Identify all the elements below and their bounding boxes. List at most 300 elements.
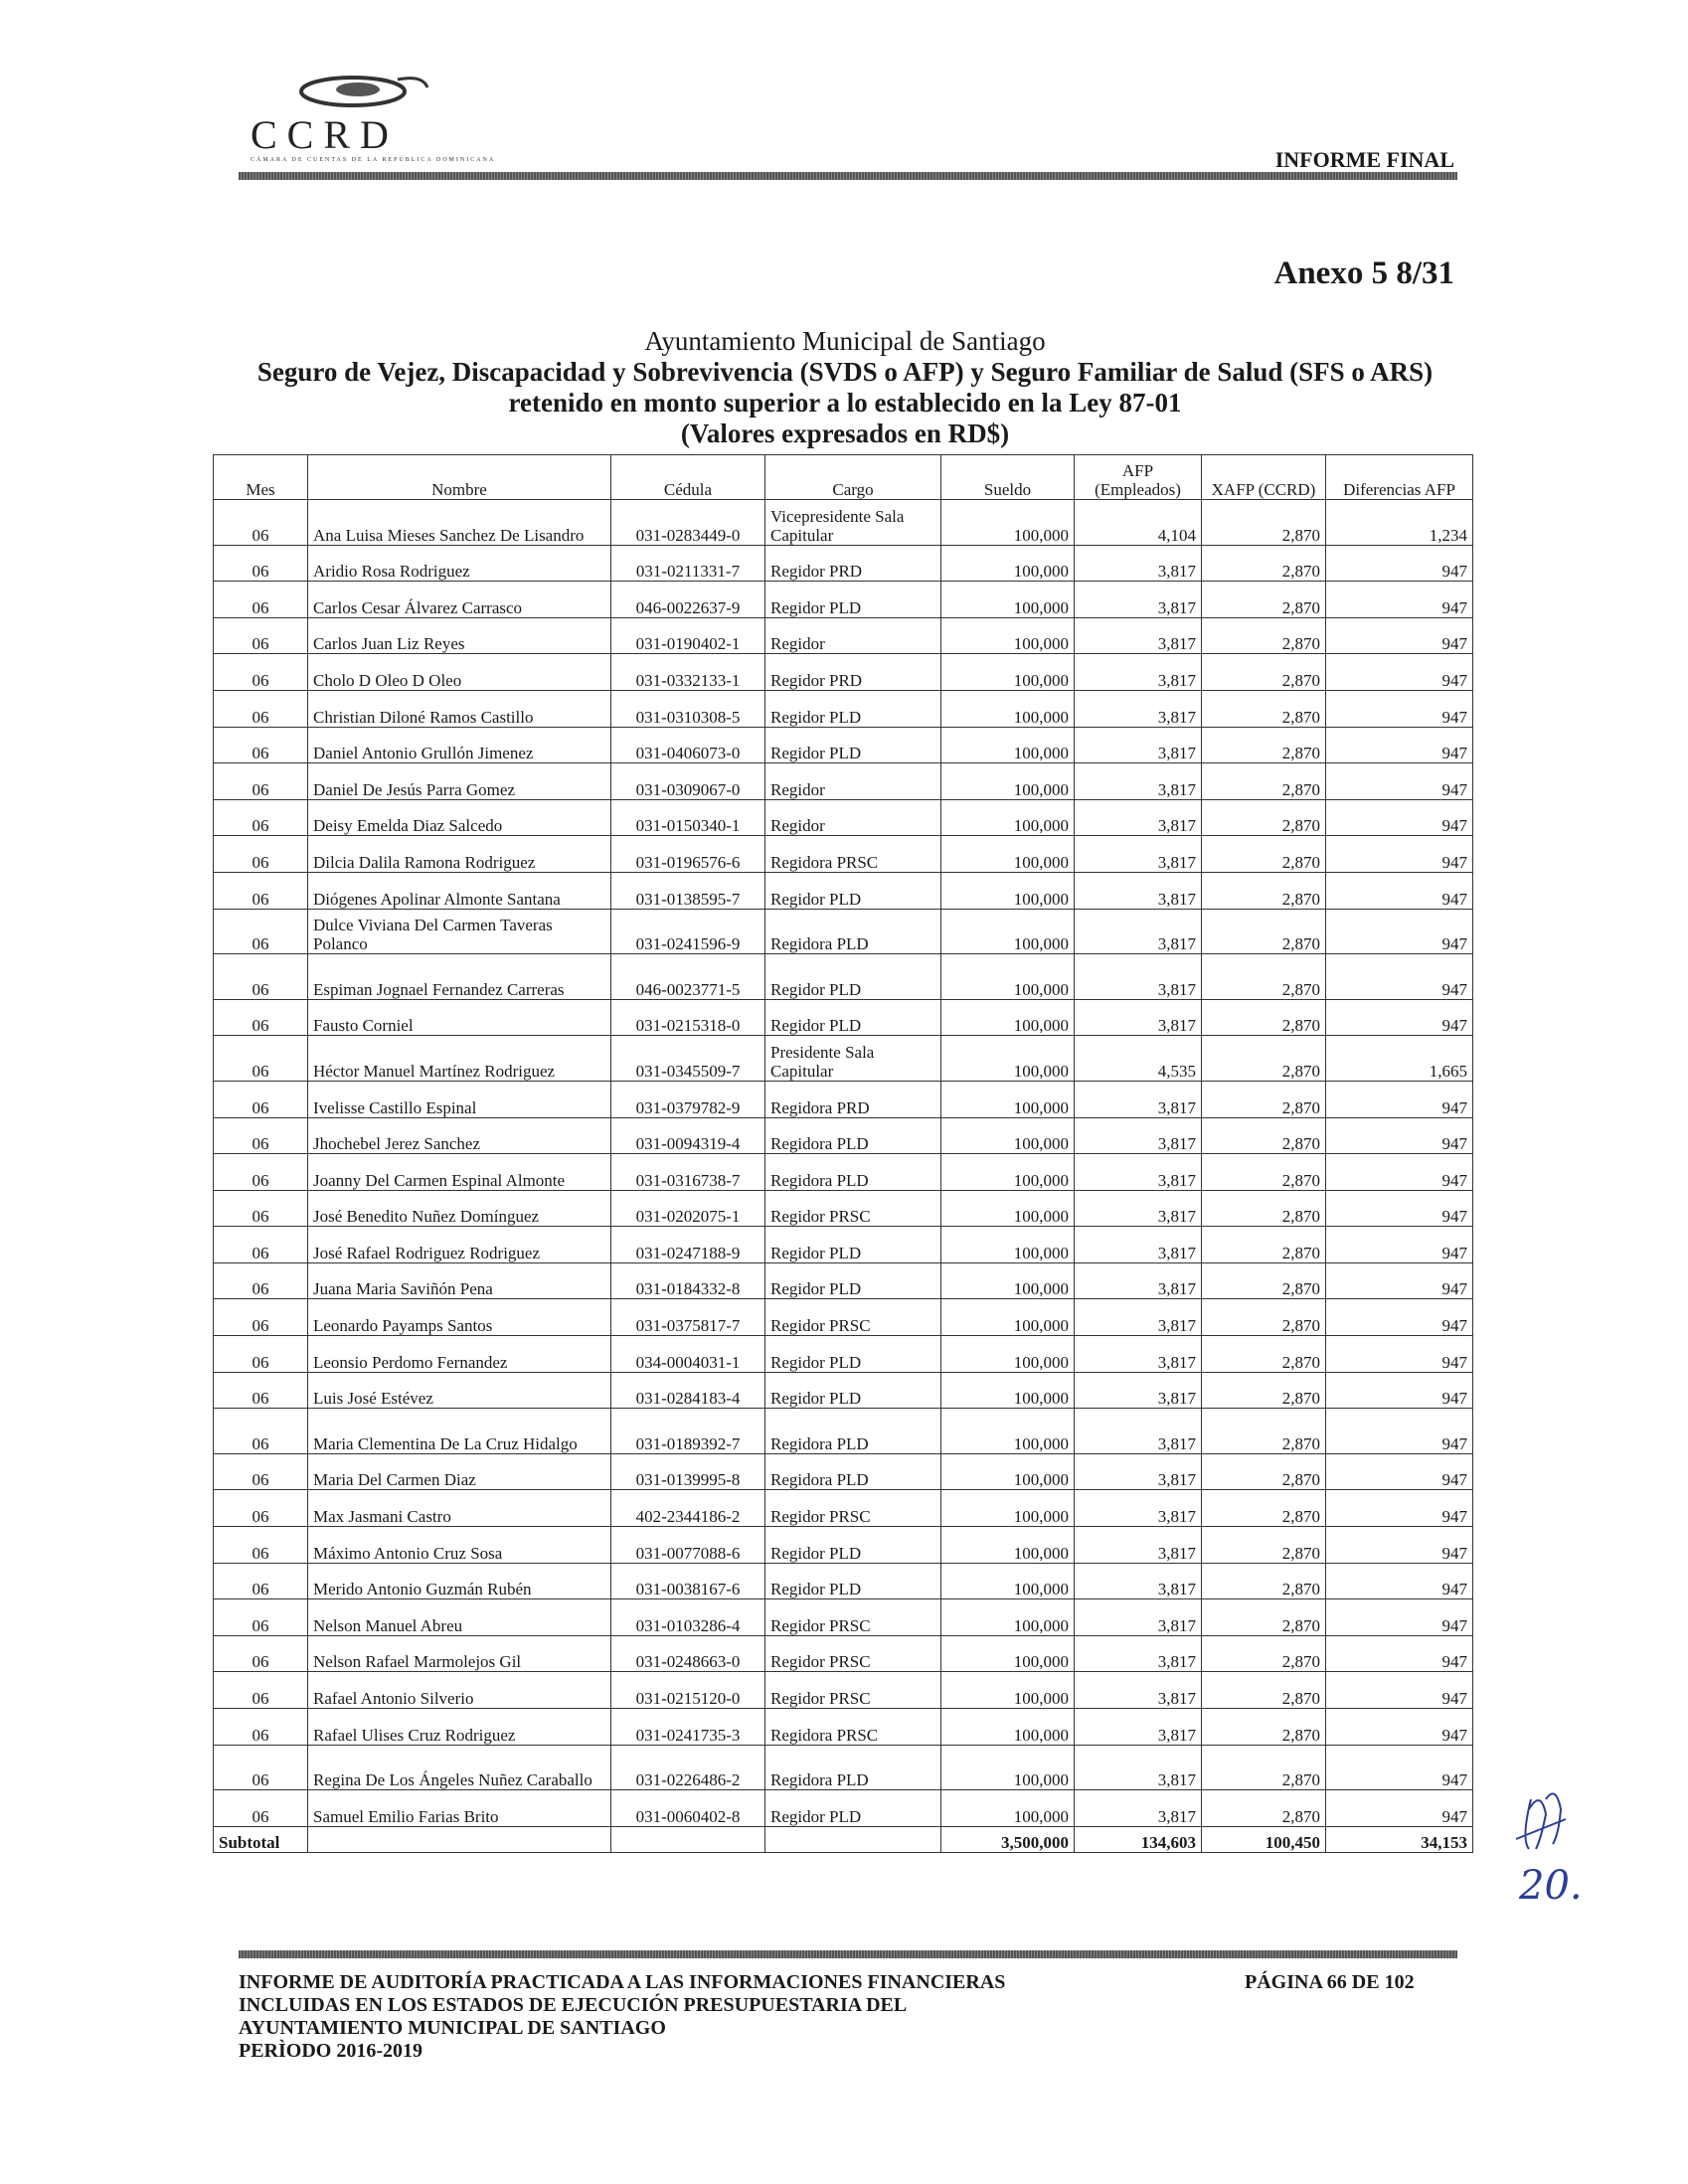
cell-dif: 947	[1326, 1563, 1473, 1599]
cell-nombre: Leonardo Payamps Santos	[308, 1299, 611, 1336]
cell-nombre: Samuel Emilio Farias Brito	[308, 1790, 611, 1827]
table-row	[214, 727, 1473, 763]
cell-xafp: 2,870	[1202, 617, 1326, 654]
cell-sueldo: 100,000	[941, 1635, 1075, 1672]
table-row	[214, 500, 1473, 546]
col-header-diferencias: Diferencias AFP	[1326, 455, 1473, 500]
cell-dif: 947	[1326, 999, 1473, 1036]
cell-mes: 06	[214, 1672, 308, 1709]
cell-cargo: Regidora PLD	[765, 1117, 941, 1154]
col-header-nombre: Nombre	[308, 455, 611, 500]
table-row	[214, 1599, 1473, 1636]
cell-sueldo: 100,000	[941, 1299, 1075, 1336]
cell-cargo: Regidor PRD	[765, 654, 941, 691]
cell-mes: 06	[214, 763, 308, 800]
cell-xafp: 2,870	[1202, 727, 1326, 763]
cell-nombre: Héctor Manuel Martínez Rodriguez	[308, 1036, 611, 1082]
col-header-sueldo: Sueldo	[941, 455, 1075, 500]
table-row	[214, 763, 1473, 800]
cell-afp: 3,817	[1075, 1745, 1202, 1790]
cell-cedula: 031-0038167-6	[611, 1563, 765, 1599]
cell-cargo: Regidora PLD	[765, 1745, 941, 1790]
cell-sueldo: 100,000	[941, 1227, 1075, 1263]
table-row	[214, 1490, 1473, 1527]
cell-cargo: Regidor PLD	[765, 999, 941, 1036]
cell-cedula: 031-0060402-8	[611, 1790, 765, 1827]
cell-mes: 06	[214, 1599, 308, 1636]
table-row	[214, 1117, 1473, 1154]
col-header-mes: Mes	[214, 455, 308, 500]
cell-afp: 3,817	[1075, 1409, 1202, 1454]
cell-mes: 06	[214, 909, 308, 954]
cell-cedula: 031-0139995-8	[611, 1453, 765, 1490]
cell-afp: 3,817	[1075, 1635, 1202, 1672]
cell-nombre: Regina De Los Ángeles Nuñez Caraballo	[308, 1745, 611, 1790]
cell-mes: 06	[214, 1299, 308, 1336]
cell-sueldo: 100,000	[941, 1563, 1075, 1599]
cell-cedula: 031-0094319-4	[611, 1117, 765, 1154]
table-row	[214, 1409, 1473, 1454]
cell-cargo: Regidor PLD	[765, 872, 941, 909]
cell-nombre: Fausto Corniel	[308, 999, 611, 1036]
cell-mes: 06	[214, 1081, 308, 1117]
report-title: INFORME FINAL	[1274, 147, 1454, 172]
cell-afp: 3,817	[1075, 1709, 1202, 1746]
cell-afp: 3,817	[1075, 999, 1202, 1036]
table-row	[214, 1745, 1473, 1790]
cell-cargo: Regidor PLD	[765, 1227, 941, 1263]
cell-mes: 06	[214, 1117, 308, 1154]
cell-sueldo: 100,000	[941, 763, 1075, 800]
cell-cargo: Regidor	[765, 763, 941, 800]
cell-sueldo: 100,000	[941, 1372, 1075, 1409]
cell-afp: 3,817	[1075, 1790, 1202, 1827]
cell-nombre: Deisy Emelda Diaz Salcedo	[308, 799, 611, 836]
cell-mes: 06	[214, 872, 308, 909]
cell-xafp: 2,870	[1202, 1790, 1326, 1827]
cell-cedula: 031-0103286-4	[611, 1599, 765, 1636]
footer-line-1: INFORME DE AUDITORÍA PRACTICADA A LAS INFORMACIONES FINANCIERAS	[239, 1971, 1006, 1993]
table-row	[214, 1372, 1473, 1409]
table-row	[214, 1190, 1473, 1227]
cell-xafp: 2,870	[1202, 1336, 1326, 1373]
cell-sueldo: 100,000	[941, 1490, 1075, 1527]
cell-nombre: Merido Antonio Guzmán Rubén	[308, 1563, 611, 1599]
cell-cedula: 031-0138595-7	[611, 872, 765, 909]
cell-dif: 947	[1326, 1453, 1473, 1490]
cell-dif: 947	[1326, 1336, 1473, 1373]
cell-mes: 06	[214, 1563, 308, 1599]
cell-cedula: 031-0345509-7	[611, 1036, 765, 1082]
cell-dif: 947	[1326, 1790, 1473, 1827]
cell-cargo: Regidora PLD	[765, 1154, 941, 1191]
cell-dif: 947	[1326, 582, 1473, 618]
table-row	[214, 654, 1473, 691]
cell-xafp: 2,870	[1202, 1081, 1326, 1117]
cell-cedula: 402-2344186-2	[611, 1490, 765, 1527]
cell-cedula: 031-0316738-7	[611, 1154, 765, 1191]
cell-nombre: José Rafael Rodriguez Rodriguez	[308, 1227, 611, 1263]
cell-cedula: 031-0332133-1	[611, 654, 765, 691]
table-row	[214, 1527, 1473, 1564]
cell-cedula: 031-0184332-8	[611, 1262, 765, 1299]
cell-cedula: 031-0247188-9	[611, 1227, 765, 1263]
cell-nombre: Cholo D Oleo D Oleo	[308, 654, 611, 691]
table-row	[214, 872, 1473, 909]
table-row	[214, 617, 1473, 654]
cell-afp: 3,817	[1075, 799, 1202, 836]
cell-cargo: Regidor PRSC	[765, 1672, 941, 1709]
cell-nombre: Diógenes Apolinar Almonte Santana	[308, 872, 611, 909]
cell-dif: 947	[1326, 1490, 1473, 1527]
table-row	[214, 909, 1473, 954]
cell-cargo: Regidor PRSC	[765, 1299, 941, 1336]
table-row	[214, 1790, 1473, 1827]
cell-nombre: Ana Luisa Mieses Sanchez De Lisandro	[308, 500, 611, 546]
cell-cargo: Regidor PLD	[765, 1790, 941, 1827]
cell-xafp: 2,870	[1202, 763, 1326, 800]
cell-nombre: Máximo Antonio Cruz Sosa	[308, 1527, 611, 1564]
cell-xafp: 2,870	[1202, 1635, 1326, 1672]
table-row	[214, 954, 1473, 1000]
cell-xafp: 2,870	[1202, 690, 1326, 727]
cell-xafp: 2,870	[1202, 999, 1326, 1036]
cell-sueldo: 100,000	[941, 545, 1075, 582]
cell-nombre: Joanny Del Carmen Espinal Almonte	[308, 1154, 611, 1191]
cell-cedula: 031-0202075-1	[611, 1190, 765, 1227]
cell-mes: 06	[214, 1527, 308, 1564]
footer-line-4: PERÌODO 2016-2019	[239, 2040, 422, 2062]
cell-mes: 06	[214, 727, 308, 763]
cell-sueldo: 100,000	[941, 617, 1075, 654]
cell-cargo: Regidora PRSC	[765, 1709, 941, 1746]
cell-cedula: 046-0023771-5	[611, 954, 765, 1000]
cell-dif: 947	[1326, 1409, 1473, 1454]
cell-dif: 947	[1326, 727, 1473, 763]
cell-xafp: 2,870	[1202, 1036, 1326, 1082]
header-divider	[239, 172, 1457, 180]
cell-sueldo: 100,000	[941, 654, 1075, 691]
cell-cargo: Regidor PLD	[765, 690, 941, 727]
cell-dif: 947	[1326, 954, 1473, 1000]
cell-nombre: Christian Diloné Ramos Castillo	[308, 690, 611, 727]
cell-dif: 947	[1326, 1709, 1473, 1746]
cell-afp: 3,817	[1075, 1227, 1202, 1263]
cell-cargo: Presidente Sala Capitular	[765, 1036, 941, 1082]
cell-cedula: 031-0241735-3	[611, 1709, 765, 1746]
cell-afp: 4,104	[1075, 500, 1202, 546]
table-row	[214, 545, 1473, 582]
cell-sueldo: 100,000	[941, 1599, 1075, 1636]
cell-dif: 947	[1326, 1227, 1473, 1263]
cell-dif: 947	[1326, 763, 1473, 800]
cell-afp: 3,817	[1075, 1563, 1202, 1599]
cell-sueldo: 100,000	[941, 1336, 1075, 1373]
cell-xafp: 2,870	[1202, 1372, 1326, 1409]
cell-xafp: 2,870	[1202, 1745, 1326, 1790]
cell-nombre: Dulce Viviana Del Carmen Taveras Polanco	[308, 909, 611, 954]
cell-afp: 3,817	[1075, 1372, 1202, 1409]
cell-xafp: 2,870	[1202, 1190, 1326, 1227]
cell-cedula: 031-0379782-9	[611, 1081, 765, 1117]
subtotal-diferencias: 34,153	[1326, 1826, 1473, 1852]
cell-dif: 947	[1326, 1635, 1473, 1672]
cell-cargo: Regidora PRD	[765, 1081, 941, 1117]
cell-cargo: Regidora PLD	[765, 1453, 941, 1490]
cell-dif: 947	[1326, 1299, 1473, 1336]
cell-cargo: Regidor PLD	[765, 582, 941, 618]
cell-sueldo: 100,000	[941, 1409, 1075, 1454]
title-line-3: retenido en monto superior a lo establecido en la Ley 87-01	[508, 388, 1182, 418]
cell-mes: 06	[214, 999, 308, 1036]
cell-dif: 947	[1326, 836, 1473, 873]
cell-afp: 3,817	[1075, 617, 1202, 654]
table-row	[214, 1672, 1473, 1709]
cell-afp: 3,817	[1075, 690, 1202, 727]
cell-sueldo: 100,000	[941, 690, 1075, 727]
cell-xafp: 2,870	[1202, 1154, 1326, 1191]
title-line-2: Seguro de Vejez, Discapacidad y Sobrevivencia (SVDS o AFP) y Seguro Familiar de Salud (SFS o ARS)	[256, 357, 1434, 387]
cell-sueldo: 100,000	[941, 1790, 1075, 1827]
cell-nombre: Rafael Ulises Cruz Rodriguez	[308, 1709, 611, 1746]
cell-dif: 947	[1326, 617, 1473, 654]
cell-dif: 947	[1326, 545, 1473, 582]
cell-cargo: Regidor PRSC	[765, 1190, 941, 1227]
cell-cargo: Regidor PLD	[765, 1336, 941, 1373]
cell-cedula: 034-0004031-1	[611, 1336, 765, 1373]
cell-cargo: Regidor PRSC	[765, 1599, 941, 1636]
cell-afp: 3,817	[1075, 727, 1202, 763]
cell-cedula: 031-0226486-2	[611, 1745, 765, 1790]
cell-cargo: Regidor PLD	[765, 1262, 941, 1299]
cell-nombre: Espiman Jognael Fernandez Carreras	[308, 954, 611, 1000]
subtotal-sueldo: 3,500,000	[941, 1826, 1075, 1852]
cell-afp: 3,817	[1075, 1117, 1202, 1154]
cell-mes: 06	[214, 799, 308, 836]
cell-sueldo: 100,000	[941, 1453, 1075, 1490]
cell-dif: 947	[1326, 1745, 1473, 1790]
table-row	[214, 1635, 1473, 1672]
cell-afp: 3,817	[1075, 1154, 1202, 1191]
cell-cedula: 031-0406073-0	[611, 727, 765, 763]
cell-nombre: Leonsio Perdomo Fernandez	[308, 1336, 611, 1373]
subtotal-afp: 134,603	[1075, 1826, 1202, 1852]
cell-dif: 947	[1326, 1672, 1473, 1709]
cell-xafp: 2,870	[1202, 1262, 1326, 1299]
table-row	[214, 799, 1473, 836]
cell-nombre: Rafael Antonio Silverio	[308, 1672, 611, 1709]
title-line-1: Ayuntamiento Municipal de Santiago	[644, 326, 1046, 356]
cell-dif: 1,665	[1326, 1036, 1473, 1082]
col-header-afp: AFP (Empleados)	[1075, 455, 1202, 500]
cell-sueldo: 100,000	[941, 999, 1075, 1036]
logo-subtitle: CÁMARA DE CUENTAS DE LA REPÚBLICA DOMINICANA	[251, 157, 496, 163]
subtotal-empty	[611, 1826, 765, 1852]
cell-mes: 06	[214, 690, 308, 727]
cell-cedula: 031-0241596-9	[611, 909, 765, 954]
subtotal-empty	[765, 1826, 941, 1852]
cell-nombre: Maria Clementina De La Cruz Hidalgo	[308, 1409, 611, 1454]
cell-xafp: 2,870	[1202, 1599, 1326, 1636]
subtotal-xafp: 100,450	[1202, 1826, 1326, 1852]
cell-afp: 3,817	[1075, 1672, 1202, 1709]
cell-sueldo: 100,000	[941, 954, 1075, 1000]
cell-cargo: Regidor	[765, 799, 941, 836]
cell-cedula: 031-0375817-7	[611, 1299, 765, 1336]
cell-xafp: 2,870	[1202, 799, 1326, 836]
table-row	[214, 1036, 1473, 1082]
cell-xafp: 2,870	[1202, 872, 1326, 909]
cell-mes: 06	[214, 1336, 308, 1373]
cell-nombre: José Benedito Nuñez Domínguez	[308, 1190, 611, 1227]
cell-xafp: 2,870	[1202, 500, 1326, 546]
table-row	[214, 1154, 1473, 1191]
cell-cargo: Regidor PRD	[765, 545, 941, 582]
cell-cargo: Regidor PRSC	[765, 1635, 941, 1672]
footer-divider	[239, 1950, 1457, 1958]
title-line-4: (Valores expresados en RD$)	[680, 419, 1010, 448]
cell-xafp: 2,870	[1202, 1453, 1326, 1490]
cell-xafp: 2,870	[1202, 836, 1326, 873]
cell-sueldo: 100,000	[941, 1745, 1075, 1790]
cell-cargo: Regidor PLD	[765, 1527, 941, 1564]
cell-sueldo: 100,000	[941, 1036, 1075, 1082]
subtotal-empty	[308, 1826, 611, 1852]
cell-dif: 947	[1326, 1081, 1473, 1117]
table-row	[214, 1227, 1473, 1263]
cell-mes: 06	[214, 1635, 308, 1672]
cell-cedula: 031-0215318-0	[611, 999, 765, 1036]
cell-sueldo: 100,000	[941, 909, 1075, 954]
cell-cedula: 031-0283449-0	[611, 500, 765, 546]
cell-nombre: Maria Del Carmen Diaz	[308, 1453, 611, 1490]
cell-mes: 06	[214, 1709, 308, 1746]
table-row	[214, 1709, 1473, 1746]
cell-mes: 06	[214, 1409, 308, 1454]
cell-afp: 3,817	[1075, 909, 1202, 954]
cell-xafp: 2,870	[1202, 1227, 1326, 1263]
cell-xafp: 2,870	[1202, 1672, 1326, 1709]
cell-nombre: Daniel De Jesús Parra Gomez	[308, 763, 611, 800]
cell-mes: 06	[214, 582, 308, 618]
cell-nombre: Ivelisse Castillo Espinal	[308, 1081, 611, 1117]
cell-sueldo: 100,000	[941, 1709, 1075, 1746]
cell-afp: 3,817	[1075, 1599, 1202, 1636]
cell-afp: 3,817	[1075, 1527, 1202, 1564]
handwritten-number: 20.	[1519, 1863, 1583, 1909]
cell-sueldo: 100,000	[941, 582, 1075, 618]
cell-cargo: Regidor	[765, 617, 941, 654]
cell-cedula: 031-0248663-0	[611, 1635, 765, 1672]
table-row	[214, 582, 1473, 618]
page-number: PÁGINA 66 DE 102	[1245, 1971, 1415, 1993]
cell-cedula: 031-0211331-7	[611, 545, 765, 582]
cell-dif: 947	[1326, 799, 1473, 836]
cell-mes: 06	[214, 1453, 308, 1490]
cell-afp: 3,817	[1075, 1453, 1202, 1490]
cell-cargo: Regidora PLD	[765, 1409, 941, 1454]
cell-xafp: 2,870	[1202, 1299, 1326, 1336]
cell-dif: 1,234	[1326, 500, 1473, 546]
cell-dif: 947	[1326, 872, 1473, 909]
cell-cedula: 031-0215120-0	[611, 1672, 765, 1709]
cell-sueldo: 100,000	[941, 1117, 1075, 1154]
col-header-cedula: Cédula	[611, 455, 765, 500]
cell-dif: 947	[1326, 690, 1473, 727]
cell-mes: 06	[214, 1262, 308, 1299]
table-row	[214, 836, 1473, 873]
cell-afp: 3,817	[1075, 582, 1202, 618]
cell-cedula: 031-0077088-6	[611, 1527, 765, 1564]
subtotal-label: Subtotal	[214, 1826, 308, 1852]
cell-nombre: Luis José Estévez	[308, 1372, 611, 1409]
cell-sueldo: 100,000	[941, 1081, 1075, 1117]
table-header-row	[214, 455, 1473, 500]
cell-cargo: Regidor PLD	[765, 1372, 941, 1409]
cell-nombre: Nelson Manuel Abreu	[308, 1599, 611, 1636]
cell-xafp: 2,870	[1202, 1117, 1326, 1154]
cell-mes: 06	[214, 1790, 308, 1827]
cell-xafp: 2,870	[1202, 545, 1326, 582]
cell-dif: 947	[1326, 1527, 1473, 1564]
cell-cedula: 031-0190402-1	[611, 617, 765, 654]
cell-sueldo: 100,000	[941, 799, 1075, 836]
cell-afp: 3,817	[1075, 1190, 1202, 1227]
cell-nombre: Dilcia Dalila Ramona Rodriguez	[308, 836, 611, 873]
cell-cedula: 031-0309067-0	[611, 763, 765, 800]
cell-sueldo: 100,000	[941, 1527, 1075, 1564]
cell-cargo: Vicepresidente Sala Capitular	[765, 500, 941, 546]
cell-nombre: Jhochebel Jerez Sanchez	[308, 1117, 611, 1154]
cell-afp: 4,535	[1075, 1036, 1202, 1082]
logo-text: CCRD	[251, 112, 399, 157]
cell-xafp: 2,870	[1202, 1409, 1326, 1454]
table-row	[214, 1453, 1473, 1490]
table-row	[214, 1336, 1473, 1373]
cell-cargo: Regidora PRSC	[765, 836, 941, 873]
footer-line-3: AYUNTAMIENTO MUNICIPAL DE SANTIAGO	[239, 2017, 666, 2039]
cell-cedula: 046-0022637-9	[611, 582, 765, 618]
cell-mes: 06	[214, 836, 308, 873]
cell-xafp: 2,870	[1202, 654, 1326, 691]
cell-cargo: Regidor PRSC	[765, 1490, 941, 1527]
cell-sueldo: 100,000	[941, 1190, 1075, 1227]
cell-mes: 06	[214, 1227, 308, 1263]
annex-label: Anexo 5 8/31	[1273, 255, 1454, 291]
cell-mes: 06	[214, 654, 308, 691]
cell-xafp: 2,870	[1202, 582, 1326, 618]
cell-dif: 947	[1326, 1262, 1473, 1299]
cell-afp: 3,817	[1075, 545, 1202, 582]
cell-mes: 06	[214, 500, 308, 546]
retention-table	[213, 454, 1473, 1853]
cell-cedula: 031-0189392-7	[611, 1409, 765, 1454]
cell-mes: 06	[214, 954, 308, 1000]
cell-cedula: 031-0150340-1	[611, 799, 765, 836]
cell-sueldo: 100,000	[941, 836, 1075, 873]
cell-mes: 06	[214, 1372, 308, 1409]
cell-nombre: Daniel Antonio Grullón Jimenez	[308, 727, 611, 763]
cell-afp: 3,817	[1075, 763, 1202, 800]
ccrd-logo	[249, 70, 496, 169]
cell-dif: 947	[1326, 1154, 1473, 1191]
table-row	[214, 1081, 1473, 1117]
cell-afp: 3,817	[1075, 836, 1202, 873]
cell-nombre: Max Jasmani Castro	[308, 1490, 611, 1527]
cell-afp: 3,817	[1075, 1299, 1202, 1336]
cell-afp: 3,817	[1075, 1081, 1202, 1117]
cell-nombre: Juana Maria Saviñón Pena	[308, 1262, 611, 1299]
